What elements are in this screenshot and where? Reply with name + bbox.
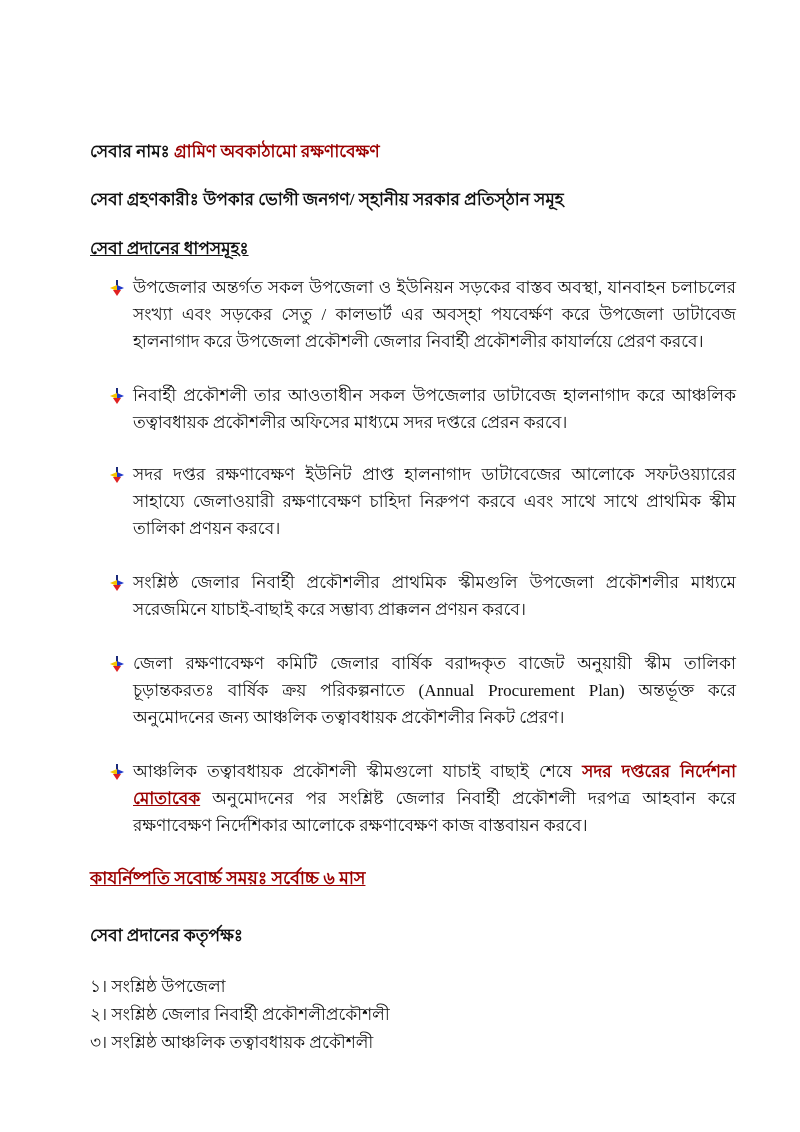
step-item-1 (110, 274, 736, 355)
step-text: নিবার্হী প্রকৌশলী তার আওতাধীন সকল উপজেলার ডাটাবেজ হালনাগাদ করে আঞ্চলিক তত্বাবধায়ক প্রকৌশলীর অফিসের মাধ্যমে সদর দপ্তরে প্রেরন করবে। (133, 386, 736, 432)
authority-list (90, 973, 736, 1057)
service-recipient-line (90, 188, 736, 212)
steps-heading: সেবা প্রদানের ধাপসমূহঃ (90, 239, 249, 258)
steps-bullet-list (90, 274, 736, 839)
step-text-red: সদর দপ্তরের নির্দেশনা (582, 762, 736, 781)
step-item-3 (110, 461, 736, 542)
service-recipient-value: উপকার ভোগী জনগণ/ স্হানীয় সরকার প্রতিস্ঠান সমূহ (203, 190, 564, 209)
step-text (133, 758, 736, 839)
service-name-value: গ্রামিণ অবকাঠামো রক্ষণাবেক্ষণ (173, 142, 380, 161)
step-text: উপজেলার অন্তর্গত সকল উপজেলা ও ইউনিয়ন সড়কের বাস্তব অবস্থা, যানবাহন চলাচলের সংখ্যা এবং সড়কের সেতু / কালভার্ট এর অবস্হা পযবের্ক্ষণ করে উপজেলা ডাটাবেজ হালনাগাদ করে উপজেলা প্রকৌশলী জেলার নিবার্হী প্রকৌশলীর কাযার্লয়ে প্রেরণ করবে। (133, 278, 736, 351)
step-item-6 (110, 758, 736, 839)
arrow-bullet-icon (110, 575, 124, 592)
arrow-bullet-icon (110, 467, 124, 484)
deadline-heading: কাযর্নিষ্পতি সবোর্চ্চ সময়ঃ সর্বোচ্চ ৬ মাস (90, 868, 366, 888)
authority-item-2: ২। সংশ্লিষ্ঠ জেলার নিবার্হী প্রকৌশলীপ্রকৌশলী (90, 1005, 390, 1024)
step-text: সদর দপ্তর রক্ষণাবেক্ষণ ইউনিট প্রাপ্ত হালনাগাদ ডাটাবেজের আলোকে সফটওয়্যারের সাহায্যে জেলাওয়ারী রক্ষণাবেক্ষণ চাহিদা নিরুপণ করবে এবং সাথে সাথে প্রাথমিক স্কীম তালিকা প্রণয়ন করবে। (133, 465, 736, 538)
authority-item-3: ৩। সংশ্লিষ্ঠ আঞ্চলিক তত্বাবধায়ক প্রকৌশলী (90, 1033, 374, 1052)
step-item-4 (110, 569, 736, 623)
step-text: সংশ্লিষ্ঠ জেলার নিবার্হী প্রকৌশলীর প্রাথমিক স্কীমগুলি উপজেলা প্রকৌশলীর মাধ্যমে সরেজমিনে যাচাই-বাছাই করে সম্ভাব্য প্রাক্কলন প্রণয়ন করবে। (133, 573, 736, 619)
arrow-bullet-icon (110, 388, 124, 405)
arrow-bullet-icon (110, 764, 124, 781)
step-item-5 (110, 650, 736, 731)
authority-item-1: ১। সংশ্লিষ্ঠ উপজেলা (90, 977, 226, 996)
step-item-2 (110, 382, 736, 436)
step-text-pre: আঞ্চলিক তত্বাবধায়ক প্রকৌশলী স্কীমগুলো যাচাই বাছাই শেষে (133, 762, 583, 781)
arrow-bullet-icon (110, 656, 124, 673)
step-text-post: অনুমোদনের পর সংশ্লিষ্ট জেলার নিবার্হী প্রকৌশলী দরপত্র আহবান করে রক্ষণাবেক্ষণ নির্দেশিকার আলোকে রক্ষণাবেক্ষণ কাজ বাস্তবায়ন করবে। (133, 789, 736, 835)
arrow-bullet-icon (110, 280, 124, 297)
step-text: জেলা রক্ষণাবেক্ষণ কমিটি জেলার বার্ষিক বরাদ্দকৃত বাজেট অনুয়ায়ী স্কীম তালিকা চূড়ান্তকরতঃ বার্ষিক ক্রয় পরিকল্পনাতে (Annual Procurement Plan) অন্তর্ভূক্ত করে অনুমোদনের জন্য আঞ্চলিক তত্বাবধায়ক প্রকৌশলীর নিকট প্রেরণ। (133, 654, 736, 727)
service-name-label: সেবার নামঃ (90, 142, 174, 161)
service-name-line (90, 140, 736, 164)
step-text-red-underlined: মোতাবেক (133, 789, 201, 808)
service-recipient-label: সেবা গ্রহণকারীঃ (90, 190, 204, 209)
authority-heading: সেবা প্রদানের কতৃর্পক্ষঃ (90, 926, 243, 945)
